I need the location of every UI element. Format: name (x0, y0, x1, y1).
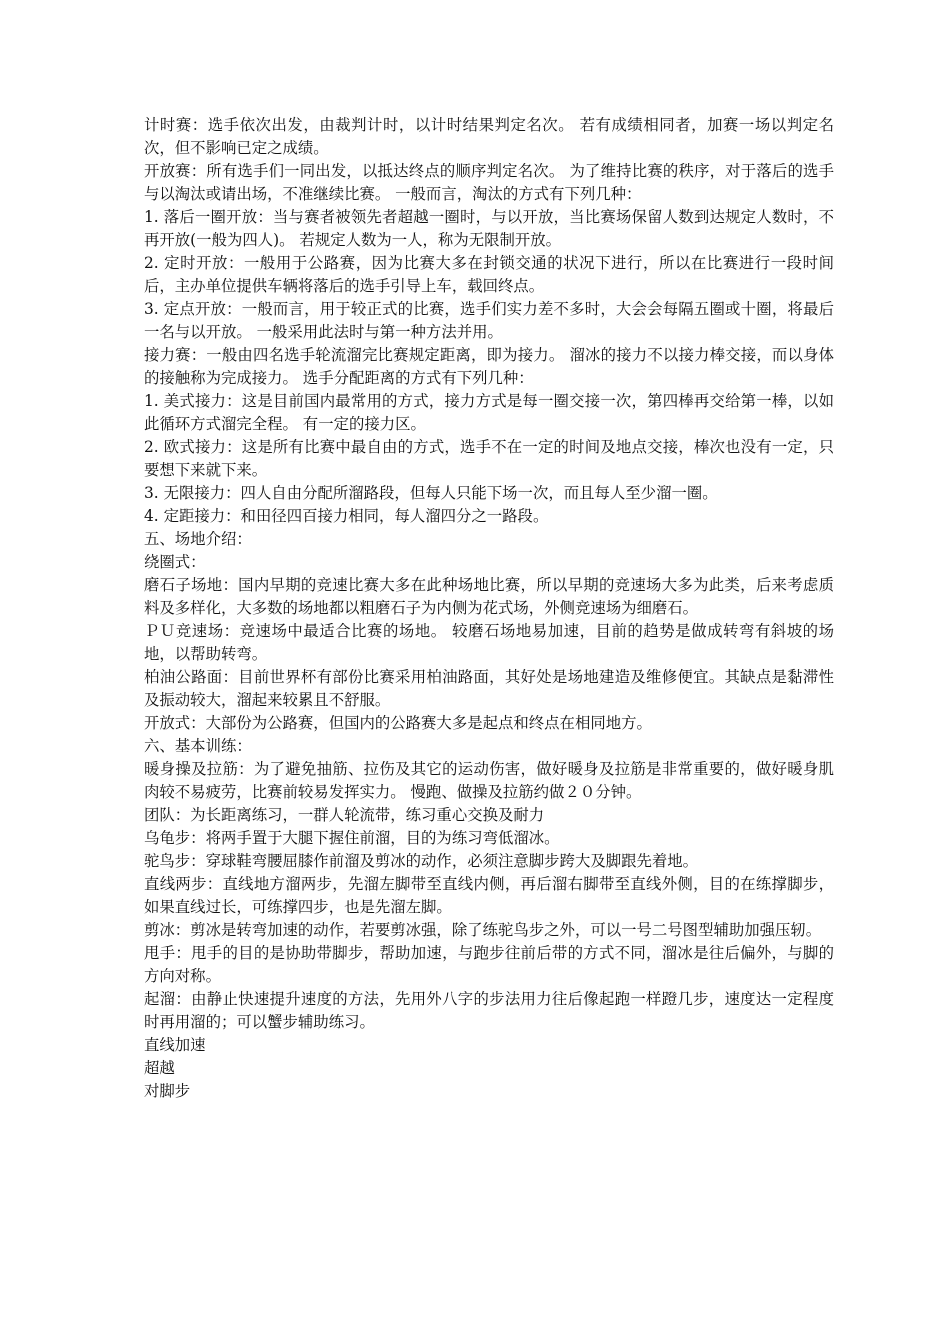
section-heading-training: 六、基本训练： (144, 737, 252, 755)
paragraph-turtle-step: 乌龟步：将两手置于大腿下握住前溜，目的为练习弯低溜冰。 (144, 829, 560, 847)
paragraph-ostrich-step: 驼鸟步：穿球鞋弯腰屈膝作前溜及剪冰的动作，必须注意脚步跨大及脚跟先着地。 (144, 852, 699, 870)
paragraph-relay-european: 2. 欧式接力：这是所有比赛中最自由的方式，选手不在一定的时间及地点交接，棒次也没有一定，只要想下来就下来。 (144, 438, 834, 479)
paragraph-open-course: 开放式：大部份为公路赛，但国内的公路赛大多是起点和终点在相同地方。 (144, 714, 652, 732)
paragraph-straight-two-steps: 直线两步：直线地方溜两步，先溜左脚带至直线内侧，再后溜右脚带至直线外侧，目的在练撑脚步，如果直线过长，可练撑四步，也是先溜左脚。 (144, 875, 834, 916)
paragraph-asphalt-road: 柏油公路面：目前世界杯有部份比赛采用柏油路面，其好处是场地建造及维修便宜。其缺点是黏滞性及振动较大，溜起来较累且不舒服。 (144, 668, 834, 709)
section-heading-venue: 五、场地介绍： (144, 530, 252, 548)
paragraph-crossover: 剪冰：剪冰是转弯加速的动作，若要剪冰强，除了练驼鸟步之外，可以一号二号图型辅助加强压轫。 (144, 921, 822, 939)
subheading-loop-track: 绕圈式： (144, 553, 206, 571)
paragraph-start: 起溜：由静止快速提升速度的方法，先用外八字的步法用力往后像起跑一样蹬几步，速度达一定程度时再用溜的；可以蟹步辅助练习。 (144, 990, 834, 1031)
paragraph-pair-steps: 对脚步 (144, 1082, 191, 1100)
paragraph-elimination-timed: 2. 定时开放：一般用于公路赛，因为比赛大多在封锁交通的状况下进行，所以在比赛进行一段时间后，主办单位提供车辆将落后的选手引导上车，载回终点。 (144, 254, 834, 295)
paragraph-relay-unlimited: 3. 无限接力：四人自由分配所溜路段，但每人只能下场一次，而且每人至少溜一圈。 (144, 484, 718, 502)
paragraph-pu-track: ＰＵ竞速场：竞速场中最适合比赛的场地。 较磨石场地易加速，目前的趋势是做成转弯有斜坡的场地，以帮助转弯。 (144, 622, 834, 663)
paragraph-arm-swing: 甩手：甩手的目的是协助带脚步，帮助加速，与跑步往前后带的方式不同，溜冰是往后偏外，与脚的方向对称。 (144, 944, 834, 985)
document-body (144, 114, 834, 1103)
paragraph-relay-fixed-distance: 4. 定距接力：和田径四百接力相同，每人溜四分之一路段。 (144, 507, 549, 525)
paragraph-open-race: 开放赛：所有选手们一同出发，以抵达终点的顺序判定名次。 为了维持比赛的秩序，对于落后的选手与以淘汰或请出场，不准继续比赛。 一般而言，淘汰的方式有下列几种： (144, 162, 834, 203)
paragraph-warmup: 暖身操及拉筋：为了避免抽筋、拉伤及其它的运动伤害，做好暖身及拉筋是非常重要的，做好暖身肌肉较不易疲劳，比赛前较易发挥实力。 慢跑、做操及拉筋约做２０分钟。 (144, 760, 834, 801)
paragraph-relay-american: 1. 美式接力：这是目前国内最常用的方式，接力方式是每一圈交接一次，第四棒再交给第一棒，以如此循环方式溜完全程。 有一定的接力区。 (144, 392, 834, 433)
paragraph-time-trial: 计时赛：选手依次出发，由裁判计时，以计时结果判定名次。 若有成绩相同者，加赛一场以判定名次，但不影响已定之成绩。 (144, 116, 834, 157)
paragraph-team: 团队：为长距离练习，一群人轮流带，练习重心交换及耐力 (144, 806, 545, 824)
paragraph-straight-acceleration: 直线加速 (144, 1036, 206, 1054)
paragraph-terrazzo-track: 磨石子场地：国内早期的竞速比赛大多在此种场地比赛，所以早期的竞速场大多为此类，后来考虑质料及多样化，大多数的场地都以粗磨石子为内侧为花式场，外侧竞速场为细磨石。 (144, 576, 834, 617)
paragraph-relay: 接力赛：一般由四名选手轮流溜完比赛规定距离，即为接力。 溜冰的接力不以接力棒交接，而以身体的接触称为完成接力。 选手分配距离的方式有下列几种： (144, 346, 834, 387)
paragraph-elimination-lap: 1. 落后一圈开放：当与赛者被领先者超越一圈时，与以开放，当比赛场保留人数到达规定人数时，不再开放(一般为四人)。 若规定人数为一人，称为无限制开放。 (144, 208, 834, 249)
paragraph-elimination-point: 3. 定点开放：一般而言，用于较正式的比赛，选手们实力差不多时，大会会每隔五圈或十圈，将最后一名与以开放。 一般采用此法时与第一种方法并用。 (144, 300, 834, 341)
paragraph-overtaking: 超越 (144, 1059, 175, 1077)
